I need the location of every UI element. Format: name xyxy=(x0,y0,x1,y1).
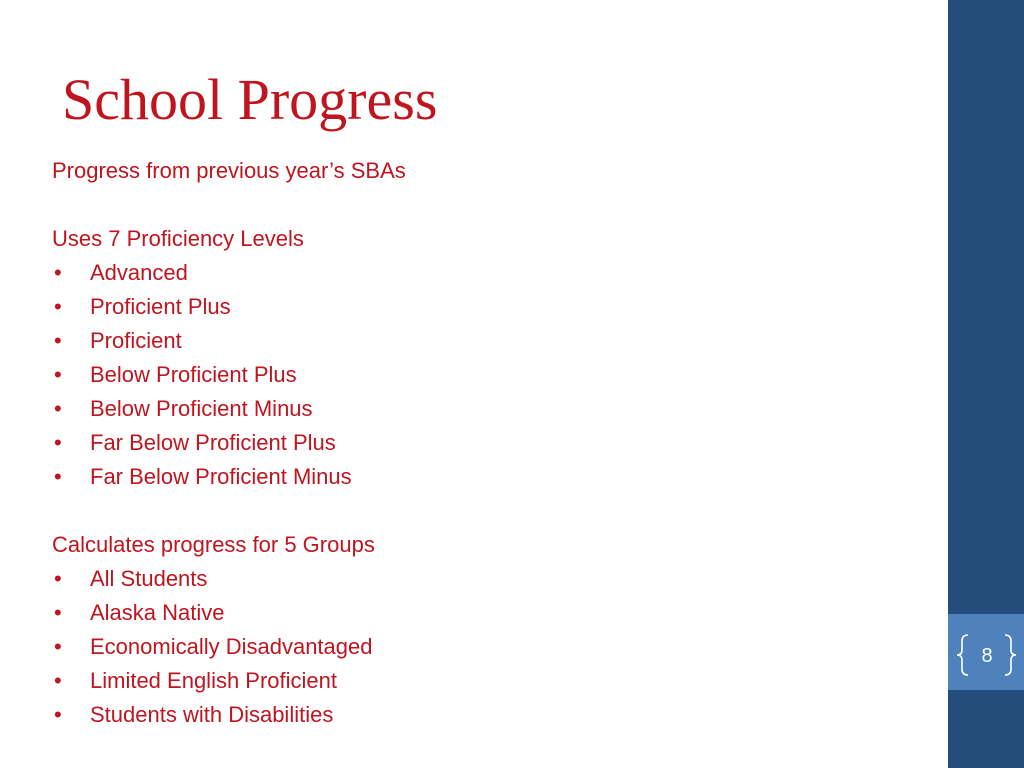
list-item-label: All Students xyxy=(90,566,208,591)
section-heading-groups: Calculates progress for 5 Groups xyxy=(52,532,375,557)
list-item-label: Below Proficient Minus xyxy=(90,396,313,421)
bullet-icon: • xyxy=(54,464,62,489)
spacer xyxy=(52,494,912,528)
list-item-label: Proficient Plus xyxy=(90,294,231,319)
proficiency-levels-list xyxy=(52,256,912,494)
list-item xyxy=(52,698,912,732)
bullet-icon: • xyxy=(54,566,62,591)
left-brace-icon xyxy=(956,634,970,676)
list-item-label: Limited English Proficient xyxy=(90,668,338,693)
bullet-icon: • xyxy=(54,362,62,387)
list-item xyxy=(52,630,912,664)
slide-body xyxy=(52,154,912,732)
list-item-label: Economically Disadvantaged xyxy=(90,634,373,659)
list-item-label: Advanced xyxy=(90,260,188,285)
bullet-icon: • xyxy=(54,328,62,353)
list-item-label: Proficient xyxy=(90,328,182,353)
bullet-icon: • xyxy=(54,634,62,659)
list-item-label: Below Proficient Plus xyxy=(90,362,297,387)
bullet-icon: • xyxy=(54,702,62,727)
list-item xyxy=(52,358,912,392)
list-item xyxy=(52,562,912,596)
intro-text: Progress from previous year’s SBAs xyxy=(52,158,406,183)
bullet-icon: • xyxy=(54,600,62,625)
slide-title: School Progress xyxy=(62,67,438,132)
bullet-icon: • xyxy=(54,260,62,285)
list-item xyxy=(52,290,912,324)
section-heading-proficiency-levels: Uses 7 Proficiency Levels xyxy=(52,226,304,251)
list-item-label: Alaska Native xyxy=(90,600,225,625)
list-item-label: Far Below Proficient Minus xyxy=(90,464,352,489)
bullet-icon: • xyxy=(54,396,62,421)
list-item-label: Far Below Proficient Plus xyxy=(90,430,336,455)
bullet-icon: • xyxy=(54,294,62,319)
list-item xyxy=(52,256,912,290)
list-item xyxy=(52,426,912,460)
list-item xyxy=(52,460,912,494)
list-item xyxy=(52,664,912,698)
page-number: 8 xyxy=(981,645,993,667)
list-item xyxy=(52,324,912,358)
bullet-icon: • xyxy=(54,668,62,693)
groups-list xyxy=(52,562,912,732)
list-item xyxy=(52,392,912,426)
list-item-label: Students with Disabilities xyxy=(90,702,334,727)
list-item xyxy=(52,596,912,630)
right-brace-icon xyxy=(1003,634,1017,676)
bullet-icon: • xyxy=(54,430,62,455)
spacer xyxy=(52,188,912,222)
